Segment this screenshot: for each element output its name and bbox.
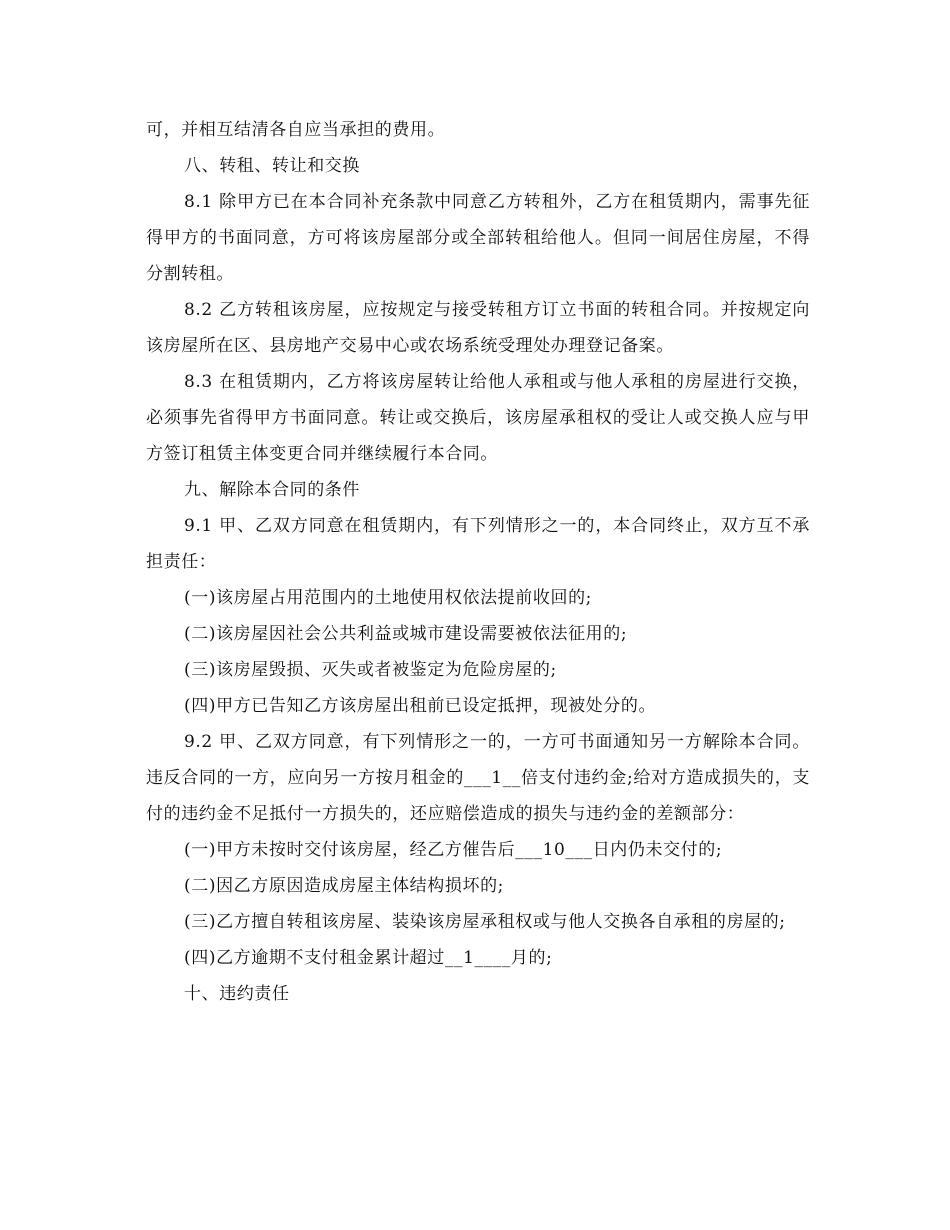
clause-8-1: 8.1 除甲方已在本合同补充条款中同意乙方转租外，乙方在租赁期内，需事先征得甲方的书面同意，方可将该房屋部分或全部转租给他人。但同一间居住房屋，不得分割转租。 [146,192,810,284]
clause-8-3: 8.3 在租赁期内，乙方将该房屋转让给他人承租或与他人承租的房屋进行交换，必须事先省得甲方书面同意。转让或交换后，该房屋承租权的受让人或交换人应与甲方签订租赁主体变更合同并继续履行本合同。 [146,372,810,464]
list-item: (一)甲方未按时交付该房屋，经乙方催告后___10___日内仍未交付的; [184,840,723,860]
clause-8-2: 8.2 乙方转租该房屋，应按规定与接受转租方订立书面的转租合同。并按规定向该房屋所在区、县房地产交易中心或农场系统受理处办理登记备案。 [146,300,810,356]
clause-9-2: 9.2 甲、乙双方同意，有下列情形之一的，一方可书面通知另一方解除本合同。违反合同的一方，应向另一方按月租金的___1__倍支付违约金;给对方造成损失的，支付的违约金不足抵付一方损失的，还应赔偿造成的损失与违约金的差额部分： [146,732,810,824]
clause-9-1: 9.1 甲、乙双方同意在租赁期内，有下列情形之一的，本合同终止，双方互不承担责任： [146,516,810,572]
section-heading-9: 九、解除本合同的条件 [184,480,360,500]
paragraph-continuation: 可，并相互结清各自应当承担的费用。 [146,120,446,140]
list-item: (四)甲方已告知乙方该房屋出租前已设定抵押，现被处分的。 [184,696,657,716]
list-item: (三)该房屋毁损、灭失或者被鉴定为危险房屋的; [184,660,557,680]
list-item: (三)乙方擅自转租该房屋、装染该房屋承租权或与他人交换各自承租的房屋的; [184,912,786,932]
section-heading-8: 八、转租、转让和交换 [184,156,360,176]
section-heading-10: 十、违约责任 [184,984,290,1004]
list-item: (一)该房屋占用范围内的土地使用权依法提前收回的; [184,588,592,608]
list-item: (二)因乙方原因造成房屋主体结构损坏的; [184,876,504,896]
list-item: (四)乙方逾期不支付租金累计超过__1____月的; [184,948,553,968]
list-item: (二)该房屋因社会公共利益或城市建设需要被依法征用的; [184,624,628,644]
contract-body [146,112,810,1012]
